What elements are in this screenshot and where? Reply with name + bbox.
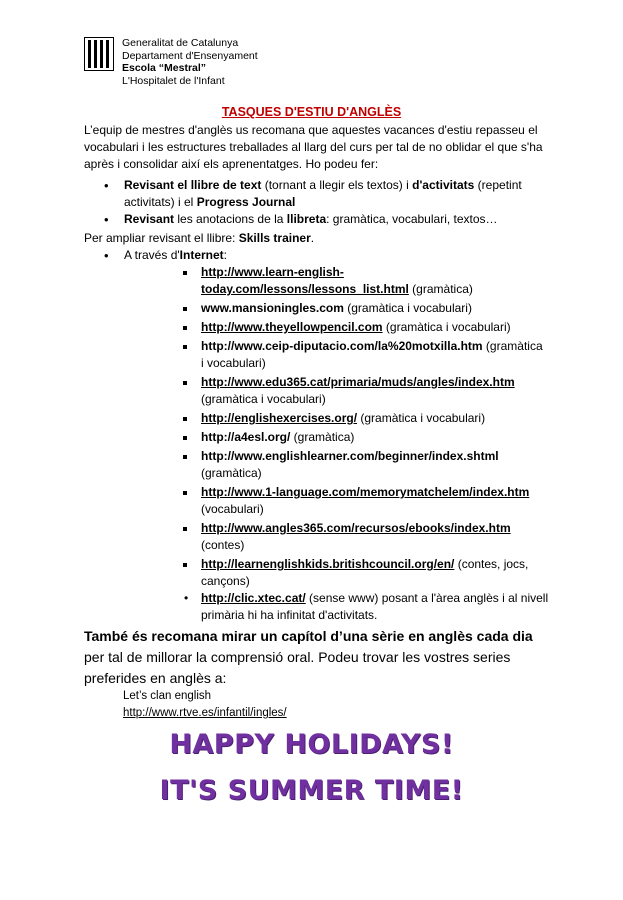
generalitat-logo-icon <box>84 37 114 71</box>
list-item <box>181 556 543 590</box>
list-item <box>181 264 543 298</box>
link[interactable]: http://www.englishlearner.com/beginner/index.shtml <box>201 449 499 463</box>
series-link[interactable]: http://www.rtve.es/infantil/ingles/ <box>123 707 287 719</box>
link[interactable]: http://www.ceip-diputacio.com/la%20motxilla.htm <box>201 339 483 353</box>
list-item <box>181 410 543 427</box>
list-item <box>181 484 543 518</box>
link-note: (gramàtica i vocabulari) <box>357 411 486 425</box>
link[interactable]: http://www.angles365.com/recursos/ebooks/index.htm <box>201 521 511 535</box>
list-item <box>181 448 543 482</box>
link-note: (gramàtica i vocabulari) <box>343 301 472 315</box>
link-note: (contes, jocs, cançons) <box>201 557 529 588</box>
link[interactable]: www.mansioningles.com <box>201 301 344 315</box>
list-item: • A través d'Internet: <box>104 247 544 264</box>
link-note: (gramàtica) <box>201 466 262 480</box>
link-note: (contes) <box>201 538 245 552</box>
org-line-1: Generalitat de Catalunya <box>122 37 239 49</box>
link[interactable]: http://a4esl.org/ <box>201 430 291 444</box>
list-item: • http://clic.xtec.cat/ (sense www) posant a l'àrea anglès i al nivell primària hi ha infinitat d'activitats. <box>181 590 563 624</box>
link-note: (gramàtica i vocabulari) <box>201 392 326 406</box>
org-line-3: Escola “Mestral” <box>122 62 207 74</box>
holiday-banner: HAPPY HOLIDAYS! <box>169 729 454 760</box>
series-name: Let’s clan english <box>123 690 212 702</box>
link[interactable]: http://clic.xtec.cat/ <box>201 591 306 605</box>
link[interactable]: http://www.learn-english-today.com/lessons/lessons_list.html <box>201 265 409 296</box>
summer-banner: IT'S SUMMER TIME! <box>159 775 464 806</box>
links-list <box>181 264 543 592</box>
list-item <box>181 319 543 336</box>
link[interactable]: http://englishexercises.org/ <box>201 411 358 425</box>
page-title: TASQUES D'ESTIU D'ANGLÈS <box>221 105 402 119</box>
list-item: • Revisant les anotacions de la llibreta: gramàtica, vocabulari, textos… <box>104 211 544 228</box>
org-line-2: Departament d'Ensenyament <box>122 49 258 62</box>
link[interactable]: http://www.edu365.cat/primaria/muds/angles/index.htm <box>201 375 515 389</box>
review-list <box>104 177 544 228</box>
list-item <box>181 338 543 372</box>
list-item <box>181 520 543 554</box>
intro-paragraph: L’equip de mestres d'anglès us recomana que aquestes vacances d'estiu repasseu el vocabulari i les estructures treballades al llarg del curs per tal de no oblidar el que s'ha après i consolidar així els aprenentatges. Ho podeu fer: <box>84 123 543 171</box>
link-note: (vocabulari) <box>201 502 264 516</box>
list-item <box>181 300 543 317</box>
link[interactable]: http://learnenglishkids.britishcouncil.org/en/ <box>201 557 455 571</box>
list-item <box>181 374 543 408</box>
list-item: • Revisant el llibre de text (tornant a llegir els textos) i d'activitats (repetint activitats) i el Progress Journal <box>104 177 544 211</box>
series-paragraph: També és recomana mirar un capítol d’una sèrie en anglès cada dia per tal de millorar la comprensió oral. Podeu trovar les vostres series preferides en anglès a: <box>84 628 533 686</box>
organization-name <box>122 37 258 87</box>
internet-list <box>104 247 544 264</box>
link-note: (gramàtica) <box>290 430 355 444</box>
extend-paragraph: Per ampliar revisant el llibre: Skills trainer. <box>84 231 315 245</box>
link-note: (gramàtica i vocabulari) <box>382 320 511 334</box>
org-line-4: L'Hospitalet de l'Infant <box>122 74 225 87</box>
link-note: (gramàtica) <box>408 282 473 296</box>
link-note: (gramàtica i vocabulari) <box>201 339 543 370</box>
link[interactable]: http://www.1-language.com/memorymatchelem/index.htm <box>201 485 530 499</box>
list-item <box>181 429 543 446</box>
link[interactable]: http://www.theyellowpencil.com <box>201 320 383 334</box>
